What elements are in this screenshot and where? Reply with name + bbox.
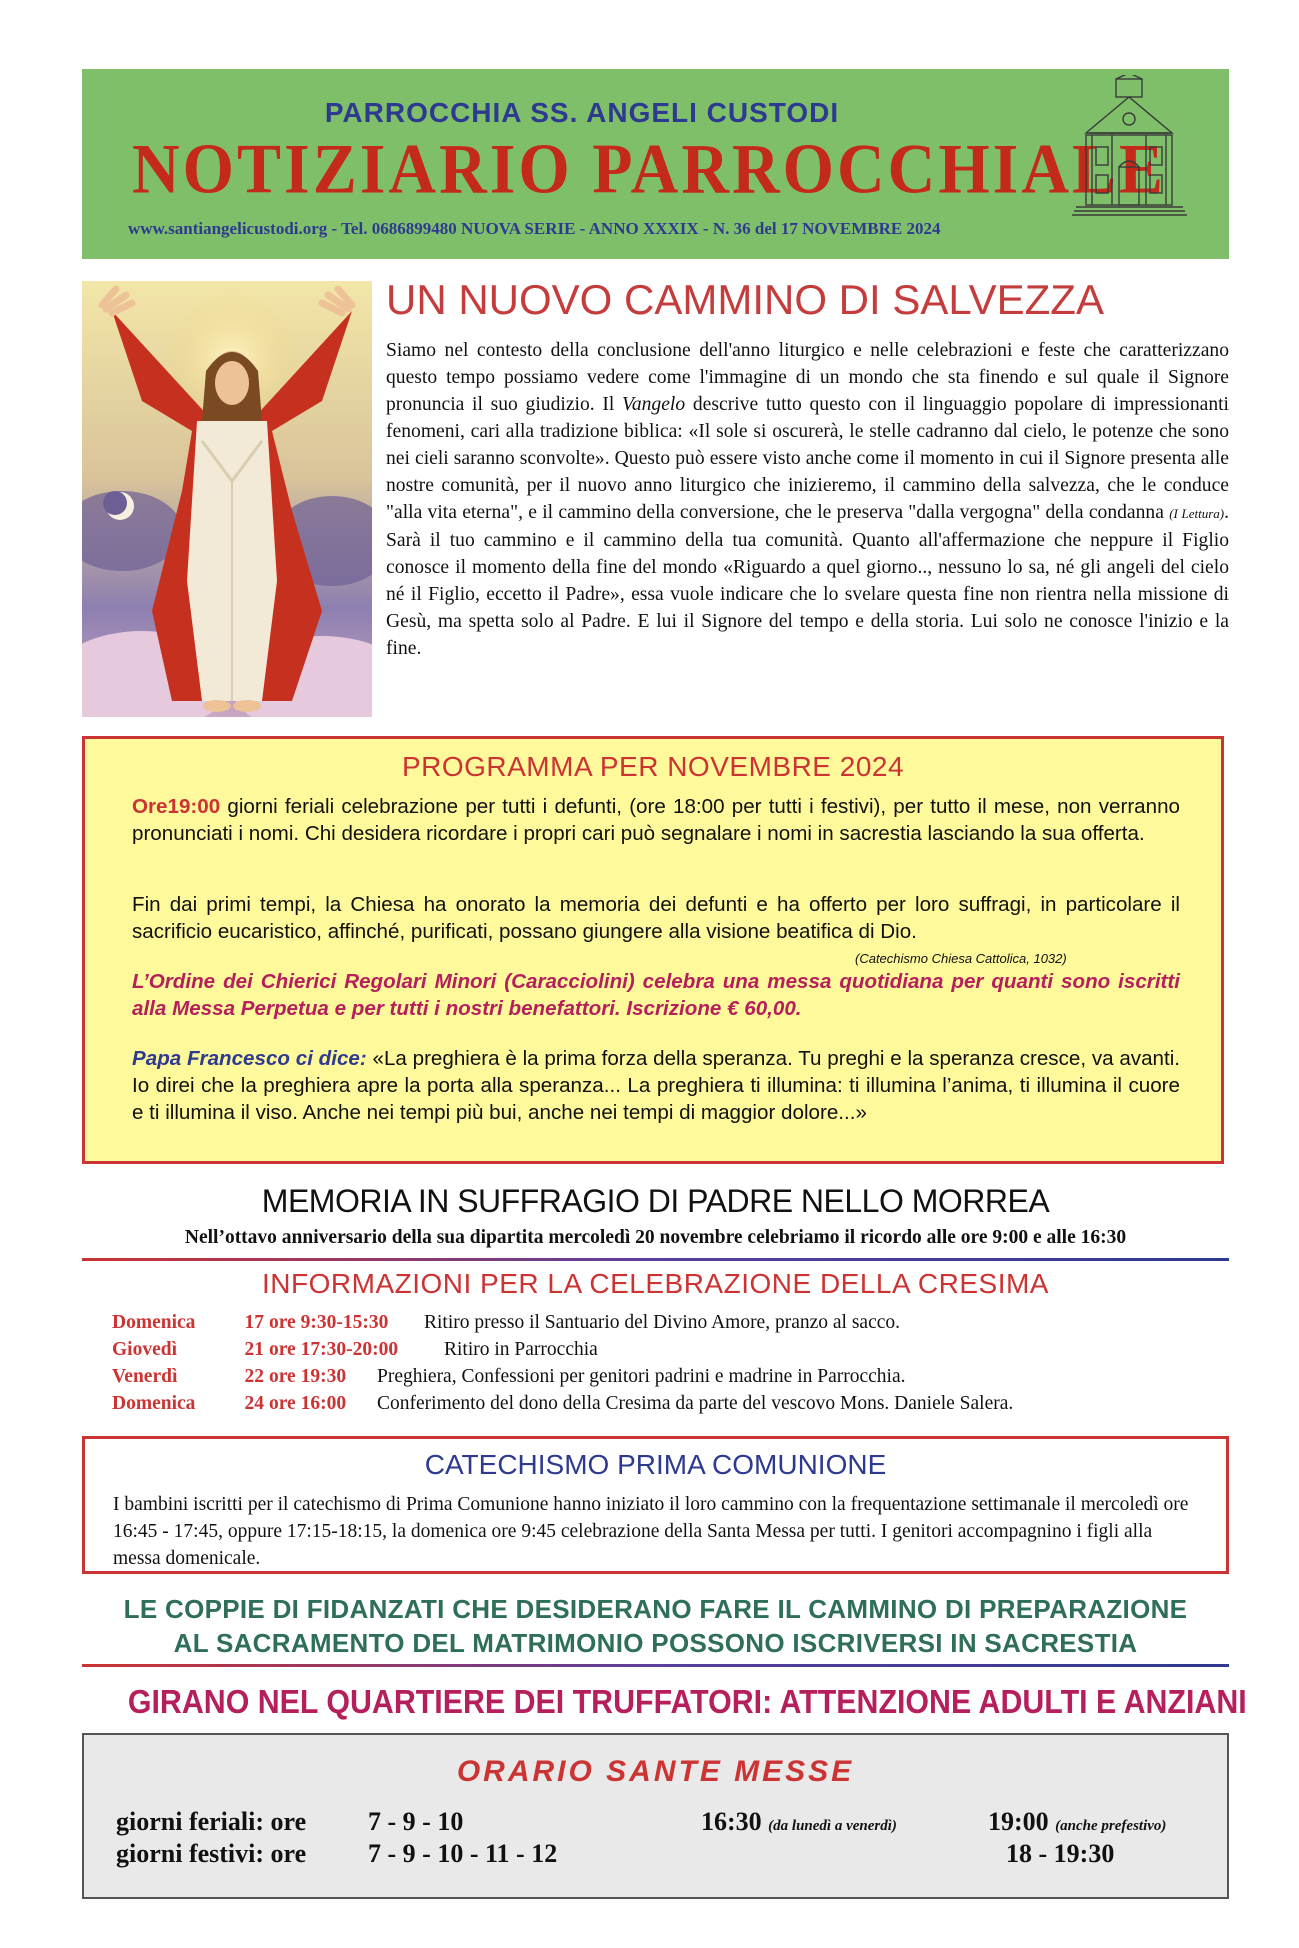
cresima-date: 21 bbox=[244, 1339, 264, 1360]
vangelo-word: Vangelo bbox=[622, 394, 686, 415]
cresima-row bbox=[112, 1393, 1222, 1420]
mass-schedule-title: ORARIO SANTE MESSE bbox=[456, 1755, 855, 1788]
weekday-afternoon-time: 16:30 bbox=[701, 1807, 762, 1836]
article-body bbox=[386, 337, 1229, 662]
weekday-afternoon-note: (da lunedì a venerdì) bbox=[768, 1818, 897, 1834]
program-paragraph-pope bbox=[132, 1045, 1180, 1126]
mass-time: Ore19:00 bbox=[132, 795, 221, 818]
memoria-text: Nell’ottavo anniversario della sua dipartita mercoledì 20 novembre celebriamo il ricordo alle ore 9:00 e alle 16:30 bbox=[184, 1227, 1127, 1248]
newsletter-title: NOTIZIARIO PARROCCHIALE bbox=[132, 130, 1167, 209]
weekday-evening bbox=[988, 1807, 1166, 1837]
lettura-note: (I Lettura) bbox=[1169, 506, 1225, 521]
catechismo-box bbox=[82, 1436, 1229, 1574]
article-title: UN NUOVO CAMMINO DI SALVEZZA bbox=[386, 276, 1104, 323]
holiday-label: giorni festivi: ore bbox=[116, 1839, 307, 1868]
cresima-desc: Ritiro presso il Santuario del Divino Amore, pranzo al sacco. bbox=[424, 1312, 901, 1333]
cresima-title: INFORMAZIONI PER LA CELEBRAZIONE DELLA CRESIMA bbox=[262, 1268, 1049, 1299]
weekday-evening-note: (anche prefestivo) bbox=[1055, 1818, 1167, 1834]
program-paragraph-mass bbox=[132, 793, 1180, 847]
article-text: . Sarà il tuo cammino e il cammino della tua comunità. Quanto all'affermazione che neppure il Figlio conosce il momento della fine del mondo «Riguardo a quel giorno.., nessuno lo sa, né gli angeli del cielo né il Figlio, eccetto il Padre», essa vuole indicare che lo svelare questa fine non rientra nella missione di Gesù, ma spetta solo al Padre. E lui il Signore del tempo e della storia. Lui solo ne conosce l'inizio e la fine. bbox=[386, 502, 1229, 659]
program-paragraph-church: Fin dai primi tempi, la Chiesa ha onorato la memoria dei defunti e ha offerto per loro suffragi, in particolare il sacrificio eucaristico, affinché, purificati, possano giungere alla visione beatifica di Dio. bbox=[132, 893, 1180, 943]
cresima-time: ore 17:30-20:00 bbox=[269, 1339, 399, 1360]
masthead-banner bbox=[82, 69, 1229, 259]
cresima-day: Venerdì bbox=[112, 1366, 178, 1387]
memoria-title: MEMORIA IN SUFFRAGIO DI PADRE NELLO MORREA bbox=[261, 1183, 1050, 1219]
divider bbox=[82, 1664, 1229, 1667]
cresima-time: ore 16:00 bbox=[269, 1393, 347, 1414]
marriage-prep-notice bbox=[82, 1592, 1229, 1660]
catechismo-title: CATECHISMO PRIMA COMUNIONE bbox=[424, 1449, 887, 1480]
mass-text: giorni feriali celebrazione per tutti i defunti, (ore 18:00 per tutti i festivi), per tutto il mese, non verranno pronunciati i nomi. Chi desidera ricordare i propri cari può segnalare i nomi in sacrestia lasciando la sua offerta. bbox=[132, 795, 1180, 845]
divider bbox=[82, 1258, 1229, 1261]
catechismo-text: I bambini iscritti per il catechismo di Prima Comunione hanno iniziato il loro cammino con la frequentazione settimanale il mercoledì ore 16:45 - 17:45, oppure 17:15-18:15, la domenica ore 9:45 celebrazione della Santa Messa per tutti. I genitori accompagnino i figli alla messa domenicale. bbox=[113, 1494, 1189, 1569]
church-drawing bbox=[1072, 75, 1187, 220]
cresima-date: 17 bbox=[244, 1312, 264, 1333]
weekday-afternoon bbox=[701, 1807, 897, 1837]
pope-lead: Papa Francesco ci dice: bbox=[132, 1047, 367, 1070]
program-box bbox=[82, 736, 1224, 1164]
risen-christ-image bbox=[82, 281, 372, 717]
contact-line: www.santiangelicustodi.org - Tel. 0686899480 NUOVA SERIE - ANNO XXXIX - N. 36 del 17 NOVEMBRE 2024 bbox=[128, 219, 941, 238]
cresima-day: Giovedì bbox=[112, 1339, 178, 1360]
cresima-row bbox=[112, 1366, 1222, 1393]
catechism-citation: (Catechismo Chiesa Cattolica, 1032) bbox=[855, 951, 1067, 966]
article-text: descrive tutto questo con il linguaggio popolare di impressionanti fenomeni, cari alla tradizione biblica: «Il sole si oscurerà, le stelle cadranno dal cielo, le potenze che sono nei cieli saranno sconvolte». Questo può essere visto anche come il momento in cui il Signore presenta alle nostre comunità, per il nuovo anno liturgico che inizieremo, il cammino della salvezza, che le conduce "alla vita eterna", e il cammino della conversione, che le preserva "dalla vergogna" della condanna bbox=[386, 394, 1229, 523]
cresima-row bbox=[112, 1339, 1222, 1366]
cresima-date: 24 bbox=[244, 1393, 264, 1414]
weekday-evening-time: 19:00 bbox=[988, 1807, 1049, 1836]
cresima-day: Domenica bbox=[112, 1312, 196, 1333]
marriage-prep-line: AL SACRAMENTO DEL MATRIMONIO POSSONO ISCRIVERSI IN SACRESTIA bbox=[173, 1628, 1138, 1658]
weekday-label: giorni feriali: ore bbox=[116, 1807, 307, 1836]
article-text: Siamo nel contesto della conclusione dell'anno liturgico e nelle celebrazioni e feste che caratterizzano questo tempo possiamo vedere come l'immagine di un mondo che sta finendo e sul quale il Signore pronuncia il suo giudizio. Il bbox=[386, 340, 1229, 415]
cresima-time: ore 19:30 bbox=[269, 1366, 347, 1387]
pope-quote: «La preghiera è la prima forza della speranza. Tu preghi e la speranza cresce, va avanti. Io direi che la preghiera apre la porta alla speranza... La preghiera ti illumina: ti illumina l’anima, ti illumina il cuore e ti illumina il viso. Anche nei tempi più bui, anche nei tempi di maggior dolore...» bbox=[132, 1047, 1180, 1124]
cresima-date: 22 bbox=[244, 1366, 264, 1387]
cresima-desc: Conferimento del dono della Cresima da parte del vescovo Mons. Daniele Salera. bbox=[377, 1393, 1014, 1414]
weekday-morning-times: 7 - 9 - 10 bbox=[368, 1807, 464, 1836]
holiday-morning-times: 7 - 9 - 10 - 11 - 12 bbox=[368, 1839, 558, 1868]
cresima-schedule bbox=[112, 1312, 1222, 1420]
scam-warning: GIRANO NEL QUARTIERE DEI TRUFFATORI: ATTENZIONE ADULTI E ANZIANI bbox=[127, 1683, 1247, 1720]
marriage-prep-line: LE COPPIE DI FIDANZATI CHE DESIDERANO FARE IL CAMMINO DI PREPARAZIONE bbox=[123, 1594, 1188, 1624]
cresima-desc: Preghiera, Confessioni per genitori padrini e madrine in Parrocchia. bbox=[377, 1366, 906, 1387]
holiday-evening-times: 18 - 19:30 bbox=[1006, 1839, 1115, 1868]
program-paragraph-order: L’Ordine dei Chierici Regolari Minori (Caracciolini) celebra una messa quotidiana per quanti sono iscritti alla Messa Perpetua e per tutti i nostri benefattori. Iscrizione € 60,00. bbox=[132, 970, 1180, 1020]
parish-name: PARROCCHIA SS. ANGELI CUSTODI bbox=[324, 97, 840, 128]
cresima-desc: Ritiro in Parrocchia bbox=[444, 1339, 598, 1360]
cresima-time: ore 9:30-15:30 bbox=[269, 1312, 389, 1333]
cresima-row bbox=[112, 1312, 1222, 1339]
program-title: PROGRAMMA PER NOVEMBRE 2024 bbox=[401, 751, 905, 782]
cresima-day: Domenica bbox=[112, 1393, 196, 1414]
mass-schedule-box bbox=[82, 1733, 1229, 1899]
